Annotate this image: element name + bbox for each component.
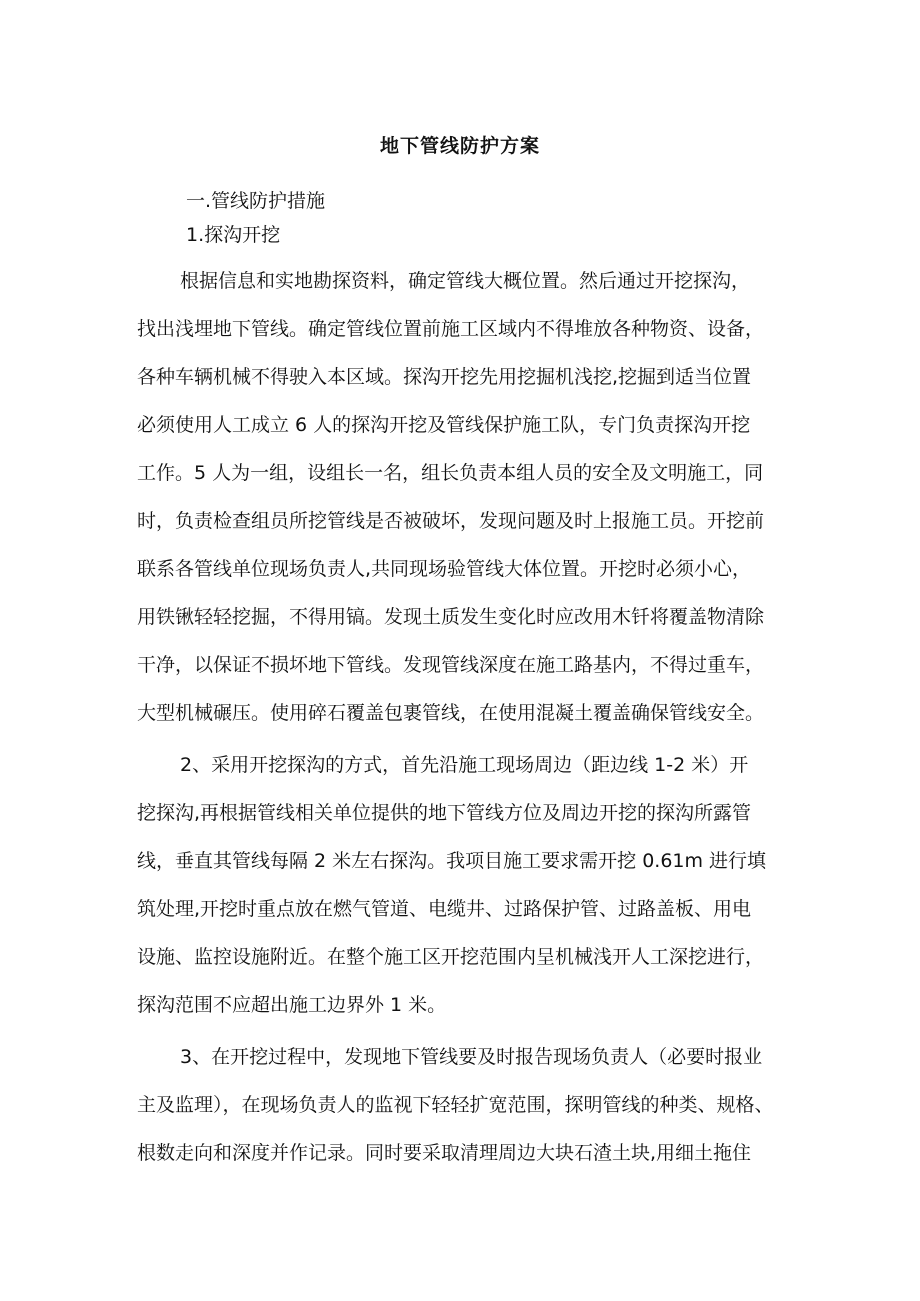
paragraph-1-line: 联系各管线单位现场负责人,共同现场验管线大体位置。开挖时必须小心， <box>137 558 752 580</box>
paragraph-3-line: 3、在开挖过程中，发现地下管线要及时报告现场负责人（必要时报业 <box>180 1046 763 1068</box>
paragraph-1-line: 用铁锹轻轻挖掘，不得用镐。发现土质发生变化时应改用木钎将覆盖物清除 <box>137 606 765 628</box>
paragraph-2-line: 挖探沟,再根据管线相关单位提供的地下管线方位及周边开挖的探沟所露管 <box>137 802 752 824</box>
section-heading: 一.管线防护措施 <box>186 190 326 212</box>
paragraph-1-line: 干净，以保证不损坏地下管线。发现管线深度在施工路基内，不得过重车， <box>137 654 765 676</box>
paragraph-1-line: 找出浅埋地下管线。确定管线位置前施工区域内不得堆放各种物资、设备， <box>137 318 765 340</box>
paragraph-1-line: 大型机械碾压。使用碎石覆盖包裹管线，在使用混凝土覆盖确保管线安全。 <box>137 702 765 724</box>
paragraph-1-line: 根据信息和实地勘探资料，确定管线大概位置。然后通过开挖探沟， <box>180 270 751 292</box>
paragraph-1-line: 各种车辆机械不得驶入本区域。探沟开挖先用挖掘机浅挖,挖掘到适当位置 <box>137 366 752 388</box>
paragraph-2-line: 探沟范围不应超出施工边界外 1 米。 <box>137 994 447 1016</box>
paragraph-3-line: 主及监理），在现场负责人的监视下轻轻扩宽范围，探明管线的种类、规格、 <box>137 1094 774 1116</box>
paragraph-1-line: 工作。5 人为一组，设组长一名，组长负责本组人员的安全及文明施工，同 <box>137 462 764 484</box>
document-title: 地下管线防护方案 <box>379 135 540 157</box>
paragraph-2-line: 筑处理,开挖时重点放在燃气管道、电缆井、过路保护管、过路盖板、用电 <box>137 898 752 920</box>
paragraph-1-line: 必须使用人工成立 6 人的探沟开挖及管线保护施工队，专门负责探沟开挖 <box>137 414 751 436</box>
paragraph-3-line: 根数走向和深度并作记录。同时要采取清理周边大块石渣土块,用细土拖住 <box>137 1142 752 1164</box>
paragraph-2-line: 设施、监控设施附近。在整个施工区开挖范围内呈机械浅开人工深挖进行， <box>137 946 765 968</box>
subsection-heading: 1.探沟开挖 <box>186 224 281 246</box>
paragraph-2-line: 2、采用开挖探沟的方式，首先沿施工现场周边（距边线 1-2 米）开 <box>180 754 749 776</box>
paragraph-2-line: 线，垂直其管线每隔 2 米左右探沟。我项目施工要求需开挖 0.61m 进行填 <box>137 850 767 872</box>
paragraph-1-line: 时，负责检查组员所挖管线是否被破坏，发现问题及时上报施工员。开挖前 <box>137 510 765 532</box>
